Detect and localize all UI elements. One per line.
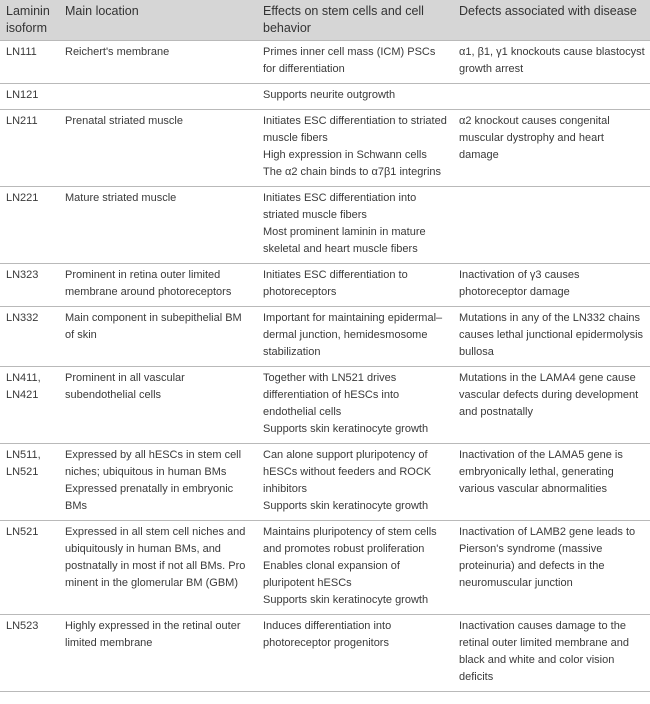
main-location-cell-line: Main component in subepithelial BM of skin — [65, 312, 242, 341]
isoform-cell — [0, 521, 59, 615]
effects-cell-line: High expression in Schwann cells — [263, 149, 427, 161]
defects-cell-line: Inactivation causes damage to the retinal outer limited membrane and black and white and color vision deficits — [459, 620, 629, 683]
main-location-cell — [59, 367, 257, 444]
main-location-cell-line: Expressed in all stem cell niches and ubiquitously in human BMs, and postnatally in most if not all BMs. Pro minent in the glomerular BM (GBM) — [65, 526, 246, 589]
table-row — [0, 521, 650, 615]
effects-cell — [257, 264, 453, 307]
isoform-cell-line: LN323 — [6, 269, 39, 281]
isoform-cell-line: LN421 — [6, 389, 39, 401]
isoform-cell — [0, 110, 59, 187]
main-location-cell-line: Prominent in all vascular subendothelial cells — [65, 372, 185, 401]
effects-cell-line: Can alone support pluripotency of hESCs without feeders and ROCK inhibitors — [263, 449, 432, 495]
defects-cell — [453, 264, 650, 307]
effects-cell — [257, 367, 453, 444]
main-location-cell — [59, 110, 257, 187]
effects-cell — [257, 110, 453, 187]
effects-cell — [257, 444, 453, 521]
effects-cell — [257, 41, 453, 84]
isoform-cell — [0, 367, 59, 444]
isoform-cell-line: LN121 — [6, 89, 39, 101]
table-row — [0, 367, 650, 444]
effects-cell — [257, 84, 453, 110]
effects-cell-line: Together with LN521 drives differentiation of hESCs into endothelial cells — [263, 372, 400, 418]
defects-cell-line: Inactivation of the LAMA5 gene is embryonically lethal, generating various vascular abnormalities — [459, 449, 623, 495]
header-defects: Defects associated with disease — [453, 0, 650, 41]
table-row — [0, 615, 650, 692]
main-location-cell — [59, 264, 257, 307]
effects-cell-line: Primes inner cell mass (ICM) PSCs for differentiation — [263, 46, 436, 75]
effects-cell — [257, 307, 453, 367]
main-location-cell — [59, 615, 257, 692]
effects-cell-line: Supports skin keratinocyte growth — [263, 594, 429, 606]
table-row — [0, 264, 650, 307]
main-location-cell — [59, 444, 257, 521]
table-row — [0, 187, 650, 264]
isoform-cell — [0, 264, 59, 307]
defects-cell-line: α2 knockout causes congenital muscular dystrophy and heart damage — [459, 115, 610, 161]
main-location-cell-line: Highly expressed in the retinal outer limited membrane — [65, 620, 241, 649]
effects-cell — [257, 615, 453, 692]
defects-cell — [453, 521, 650, 615]
table-body — [0, 41, 650, 692]
isoform-cell-line: LN523 — [6, 620, 39, 632]
effects-cell-line: The α2 chain binds to α7β1 integrins — [263, 166, 442, 178]
isoform-cell-line: LN211 — [6, 115, 38, 127]
isoform-cell-line: LN411, — [6, 372, 41, 384]
defects-cell — [453, 41, 650, 84]
main-location-cell — [59, 521, 257, 615]
effects-cell-line: Enables clonal expansion of pluripotent hESCs — [263, 560, 400, 589]
isoform-cell-line: LN111 — [6, 46, 37, 58]
main-location-cell — [59, 41, 257, 84]
isoform-cell — [0, 307, 59, 367]
header-effects: Effects on stem cells and cell behavior — [257, 0, 453, 41]
isoform-cell — [0, 187, 59, 264]
main-location-cell-line: Expressed by all hESCs in stem cell niches; ubiquitous in human BMs — [65, 449, 242, 478]
isoform-cell — [0, 615, 59, 692]
table-row — [0, 307, 650, 367]
header-isoform: Laminin isoform — [0, 0, 59, 41]
isoform-cell — [0, 41, 59, 84]
defects-cell — [453, 367, 650, 444]
effects-cell-line: Maintains pluripotency of stem cells and promotes robust proliferation — [263, 526, 437, 555]
defects-cell-line: Inactivation of LAMB2 gene leads to Pierson's syndrome (massive proteinuria) and defects in the neuromuscular junction — [459, 526, 636, 589]
main-location-cell — [59, 84, 257, 110]
main-location-cell-line: Prenatal striated muscle — [65, 115, 183, 127]
main-location-cell-line: Mature striated muscle — [65, 192, 177, 204]
effects-cell-line: Most prominent laminin in mature skeletal and heart muscle fibers — [263, 226, 426, 255]
effects-cell-line: Supports skin keratinocyte growth — [263, 423, 429, 435]
effects-cell-line: Supports neurite outgrowth — [263, 89, 396, 101]
main-location-cell-line: Prominent in retina outer limited membrane around photoreceptors — [65, 269, 232, 298]
defects-cell — [453, 307, 650, 367]
effects-cell-line: Initiates ESC differentiation into striated muscle fibers — [263, 192, 417, 221]
defects-cell-line: Mutations in the LAMA4 gene cause vascular defects during development and postnatally — [459, 372, 639, 418]
defects-cell-line: Inactivation of γ3 causes photoreceptor damage — [459, 269, 580, 298]
table-row — [0, 110, 650, 187]
defects-cell — [453, 84, 650, 110]
defects-cell — [453, 615, 650, 692]
isoform-cell — [0, 444, 59, 521]
effects-cell-line: Initiates ESC differentiation to photoreceptors — [263, 269, 408, 298]
defects-cell — [453, 110, 650, 187]
isoform-cell-line: LN521 — [6, 526, 39, 538]
isoform-cell-line: LN521 — [6, 466, 39, 478]
main-location-cell-line: Reichert's membrane — [65, 46, 170, 58]
table-row — [0, 84, 650, 110]
effects-cell-line: Initiates ESC differentiation to striated muscle fibers — [263, 115, 447, 144]
effects-cell-line: Supports skin keratinocyte growth — [263, 500, 429, 512]
effects-cell-line: Induces differentiation into photoreceptor progenitors — [263, 620, 392, 649]
defects-cell-line: Mutations in any of the LN332 chains causes lethal junctional epidermolysis bullosa — [459, 312, 644, 358]
effects-cell — [257, 187, 453, 264]
header-main-location: Main location — [59, 0, 257, 41]
defects-cell-line: α1, β1, γ1 knockouts cause blastocyst growth arrest — [459, 46, 645, 75]
effects-cell-line: Important for maintaining epidermal–dermal junction, hemidesmosome stabilization — [263, 312, 443, 358]
header-row — [0, 0, 650, 41]
effects-cell — [257, 521, 453, 615]
table-row — [0, 41, 650, 84]
isoform-cell-line: LN332 — [6, 312, 39, 324]
isoform-cell-line: LN511, — [6, 449, 41, 461]
isoform-cell — [0, 84, 59, 110]
isoform-cell-line: LN221 — [6, 192, 39, 204]
main-location-cell — [59, 307, 257, 367]
defects-cell — [453, 187, 650, 264]
defects-cell — [453, 444, 650, 521]
main-location-cell-line: Expressed prenatally in embryonic BMs — [65, 483, 234, 512]
main-location-cell — [59, 187, 257, 264]
table-row — [0, 444, 650, 521]
